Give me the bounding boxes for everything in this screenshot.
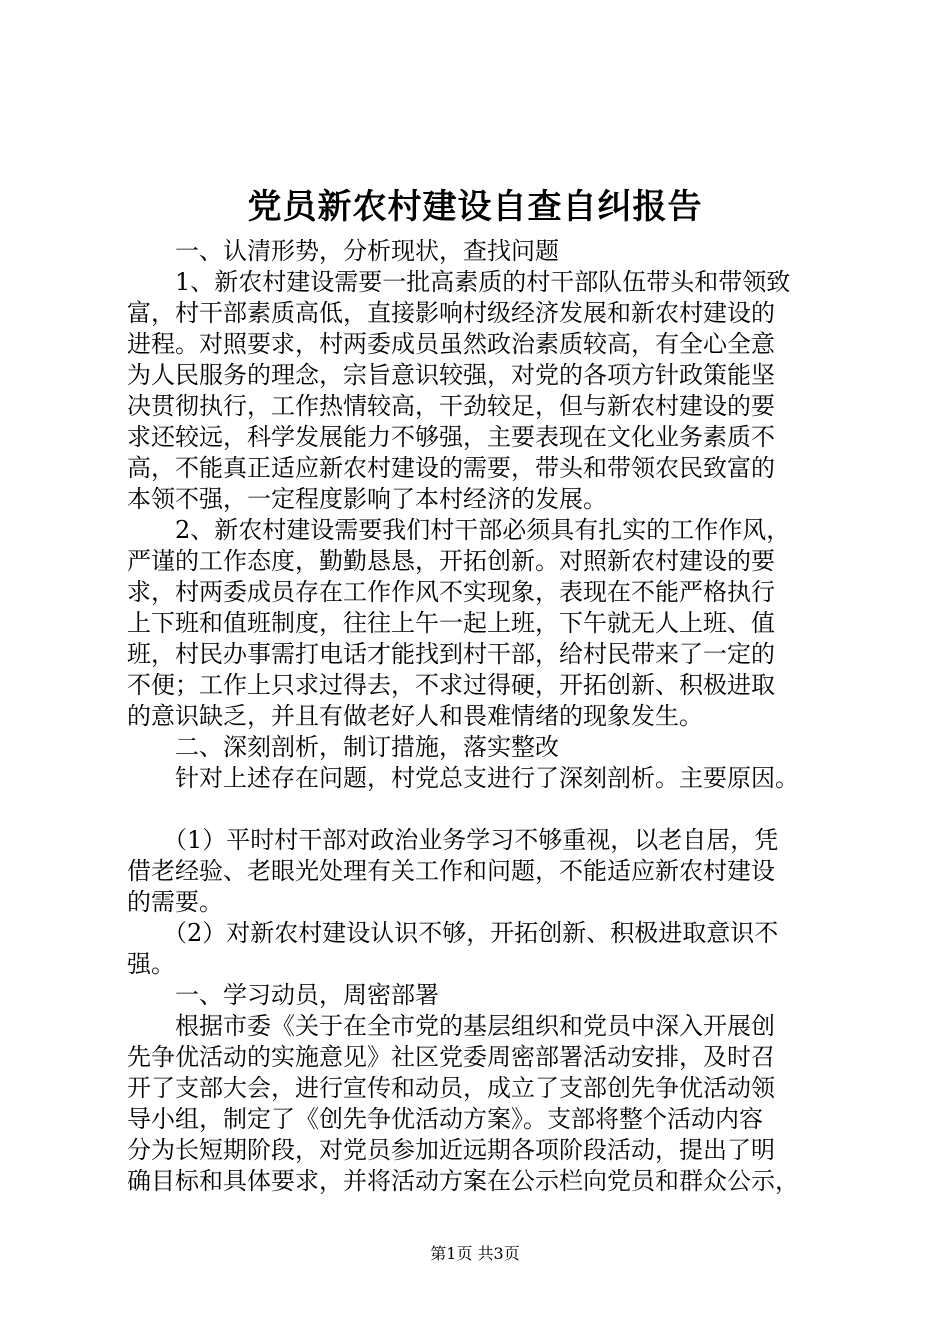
text-line: 根据市委《关于在全市党的基层组织和党员中深入开展创 <box>127 1012 775 1040</box>
text-line: 二、深刻剖析，制订措施，落实整改 <box>127 733 559 761</box>
text-line: 一、学习动员，周密部署 <box>127 981 439 1009</box>
text-line: 的需要。 <box>127 888 223 916</box>
text-line: 针对上述存在问题，村党总支进行了深刻剖析。主要原因。 <box>127 764 799 792</box>
text-line: 的意识缺乏，并且有做老好人和畏难情绪的现象发生。 <box>127 702 703 730</box>
text-line: 严谨的工作态度，勤勤恳恳，开拓创新。对照新农村建设的要 <box>127 547 775 575</box>
text-line: 求，村两委成员存在工作作风不实现象，表现在不能严格执行 <box>127 578 775 606</box>
text-line: 分为长短期阶段，对党员参加近远期各项阶段活动，提出了明 <box>127 1136 775 1164</box>
text-line: 借老经验、老眼光处理有关工作和问题，不能适应新农村建设 <box>127 857 775 885</box>
text-line: 高，不能真正适应新农村建设的需要，带头和带领农民致富的 <box>127 454 775 482</box>
blank-line <box>127 794 847 825</box>
text-line: 为人民服务的理念，宗旨意识较强，对党的各项方针政策能坚 <box>127 361 775 389</box>
document-body <box>127 236 847 1197</box>
text-line: 导小组，制定了《创先争优活动方案》。支部将整个活动内容 <box>127 1105 763 1133</box>
text-line: 开了支部大会，进行宣传和动员，成立了支部创先争优活动领 <box>127 1074 775 1102</box>
text-line: 进程。对照要求，村两委成员虽然政治素质较高，有全心全意 <box>127 330 775 358</box>
text-line: 本领不强，一定程度影响了本村经济的发展。 <box>127 485 607 513</box>
text-line: 强。 <box>127 950 175 978</box>
text-line: 不便；工作上只求过得去，不求过得硬，开拓创新、积极进取 <box>127 671 775 699</box>
text-line: （2）对新农村建设认识不够，开拓创新、积极进取意识不 <box>127 919 779 947</box>
text-line: 富，村干部素质高低，直接影响村级经济发展和新农村建设的 <box>127 299 775 327</box>
document-title: 党员新农村建设自查自纠报告 <box>247 187 703 227</box>
text-line: 班，村民办事需打电话才能找到村干部，给村民带来了一定的 <box>127 640 775 668</box>
text-line: 确目标和具体要求，并将活动方案在公示栏向党员和群众公示， <box>127 1167 799 1195</box>
page-footer: 第1页 共3页 <box>430 1244 520 1263</box>
text-line: 求还较远，科学发展能力不够强，主要表现在文化业务素质不 <box>127 423 775 451</box>
text-line: 决贯彻执行，工作热情较高，干劲较足，但与新农村建设的要 <box>127 392 775 420</box>
text-line: 1、新农村建设需要一批高素质的村干部队伍带头和带领致 <box>127 268 791 296</box>
text-line: 一、认清形势，分析现状，查找问题 <box>127 237 559 265</box>
text-line: 先争优活动的实施意见》社区党委周密部署活动安排，及时召 <box>127 1043 775 1071</box>
text-line: 上下班和值班制度，往往上午一起上班，下午就无人上班、值 <box>127 609 775 637</box>
text-line: （1）平时村干部对政治业务学习不够重视，以老自居，凭 <box>127 826 779 854</box>
text-line: 2、新农村建设需要我们村干部必须具有扎实的工作作风， <box>127 516 791 544</box>
